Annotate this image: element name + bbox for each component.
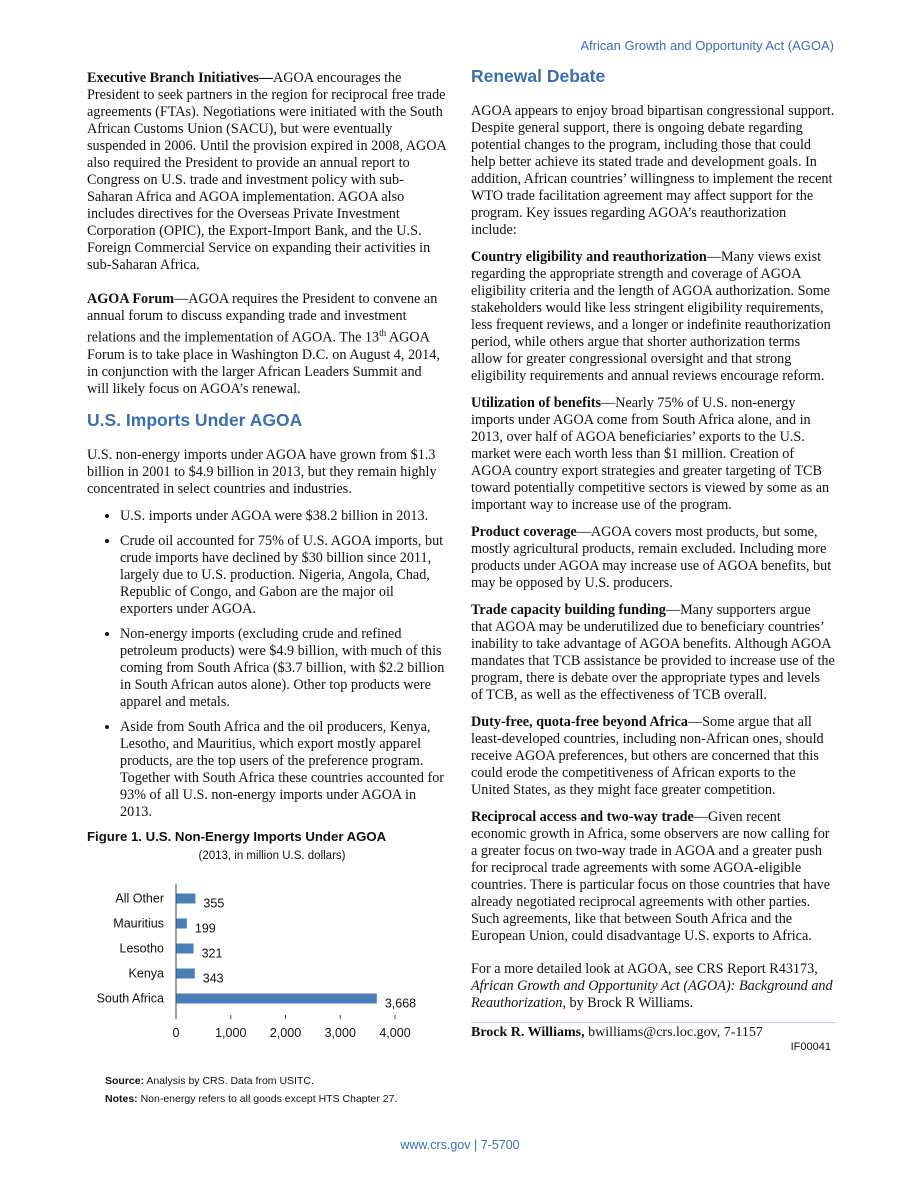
bullet-item: • Aside from South Africa and the oil producers, Kenya, Lesotho, and Mauritius, which export mostly apparel products, are the top users of the preference program. Together with South Africa these countries accounted for 93% of all U.S. non-energy imports under AGOA in 2013. [120,719,447,821]
more-post: , by Brock R Williams. [562,995,694,1011]
issue-paragraph [471,249,835,385]
bullet-item: • U.S. imports under AGOA were $38.2 billion in 2013. [120,508,447,525]
divider [471,1022,835,1023]
issue-paragraph [471,714,835,799]
right-column [471,66,835,1053]
issue-paragraph [471,602,835,704]
author-contact: bwilliams@crs.loc.gov, 7-1157 [584,1025,763,1040]
issue-paragraph [471,395,835,514]
more-info-paragraph [471,961,835,1012]
category-label: Mauritius [113,916,164,931]
issue-lead: Utilization of benefits [471,395,602,411]
imports-intro: U.S. non-energy imports under AGOA have grown from $1.3 billion in 2001 to $4.9 billion in 2013, but they remain highly concentrated in select countries and industries. [87,446,437,497]
forum-lead: AGOA Forum [87,291,175,307]
renewal-intro: AGOA appears to enjoy broad bipartisan congressional support. Despite general support, there is ongoing debate regarding potential changes to the program, including those that could help better achieve its stated trade and development goals. In addition, African countries’ willingness to implement the recent WTO trade facilitation agreement may affect support for the program. Key issues regarding AGOA’s reauthorization include: [471,103,835,238]
data-label: 343 [202,971,224,986]
issue-text: —Many supporters argue that AGOA may be underutilized due to beneficiary countries’ inability to take advantage of AGOA benefits. Although AGOA mandates that TCB assistance be provided to increase use of the program, there is debate over the appropriate types and levels of TCB, as well as the effectiveness of TCB overall. [471,602,835,703]
category-label: All Other [115,891,164,906]
report-title: African Growth and Opportunity Act (AGOA): Background and Reauthorization [471,978,833,1011]
data-label: 355 [203,896,225,911]
author-name: Brock R. Williams, [471,1025,585,1040]
forum-sup: th [379,328,387,338]
imports-bullets [87,508,447,821]
issue-lead: Duty-free, quota-free beyond Africa [471,714,688,730]
notes-line [105,1090,447,1108]
author-line [471,1025,835,1041]
x-tick-label: 3,000 [324,1025,356,1040]
issue-paragraph [471,524,835,592]
bar [176,993,377,1003]
notes-text: Non-energy refers to all goods except HTS Chapter 27. [137,1092,398,1105]
document-id: IF00041 [790,1041,831,1053]
x-tick-label: 2,000 [269,1025,302,1040]
issue-text: —Nearly 75% of U.S. non-energy imports under AGOA come from South Africa alone, and in 2013, over half of AGOA beneficiaries’ exports to the U.S. market were each worth less than $1 million. Creation of AGOA country export strategies and greater targeting of TCB toward potentially competitive sectors is viewed by some as an important way to increase use of the program. [471,395,830,513]
bar [176,943,194,953]
bar-chart [87,874,447,1064]
imports-heading: U.S. Imports Under AGOA [87,409,303,430]
data-label: 321 [201,946,223,961]
data-label: 199 [194,921,216,936]
forum-paragraph [87,291,447,398]
figure-title: Figure 1. U.S. Non-Energy Imports Under AGOA [87,828,387,844]
forum-text-2: AGOA Forum is to take place in Washington D.C. on August 4, 2014, in conjunction with the larger African Leaders Summit and will likely focus on AGOA’s renewal. [87,329,440,397]
issue-lead: Reciprocal access and two-way trade [471,809,694,825]
issue-text: —Many views exist regarding the appropriate strength and coverage of AGOA eligibility criteria and the length of AGOA authorization. Some stakeholders would like less stringent eligibility requirements, less frequent reviews, and a longer or indefinite reauthorization period, while others argue that shorter authorization terms allow for greater congressional oversight and that strong eligibility requirements and annual reviews encourage reform. [471,249,831,384]
exec-text: AGOA encourages the President to seek partners in the region for reciprocal free trade agreements (FTAs). Negotiations were initiated with the South African Customs Union (SACU), but were eventually suspended in 2006. Until the provision expired in 2008, AGOA also required the President to provide an annual report to Congress on U.S. trade and investment policy with sub-Saharan Africa and AGOA implementation. AGOA also includes directives for the Overseas Private Investment Corporation (OPIC), the Export-Import Bank, and the U.S. Foreign Commercial Service on expanding their activities in sub-Saharan Africa. [87,70,446,273]
bullet-item: • Non-energy imports (excluding crude and refined petroleum products) were $4.9 billion, with much of this coming from South Africa ($3.7 billion, with $2.2 billion in South African autos alone). Other top products were apparel and metals. [120,626,447,711]
bar [176,968,195,978]
issue-lead: Trade capacity building funding [471,602,666,618]
data-label: 3,668 [384,996,417,1011]
bullet-item: • Crude oil accounted for 75% of U.S. AGOA imports, but crude imports have declined by $30 billion since 2011, largely due to U.S. production. Nigeria, Angola, Chad, Republic of Congo, and Gabon are the major oil exporters under AGOA. [120,533,447,618]
page-footer: www.crs.gov | 7-5700 [400,1138,520,1152]
bar [176,918,187,928]
source-text: Analysis by CRS. Data from USITC. [144,1074,314,1087]
issue-text: —Some argue that all least-developed countries, including non-African ones, should receive AGOA preferences, but others are concerned that this could erode the competitiveness of African exports to the United States, as they might face greater competition. [471,714,824,798]
forum-text-1: —AGOA requires the President to convene an annual forum to discuss expanding trade and investment relations and the implementation of AGOA. The 13 [87,291,438,346]
exec-paragraph [87,70,447,274]
category-label: Lesotho [119,941,164,956]
figure-notes [105,1072,447,1108]
notes-label: Notes: [105,1092,138,1105]
running-header: African Growth and Opportunity Act (AGOA) [580,38,834,53]
exec-lead: Executive Branch Initiatives— [87,70,274,86]
x-tick-label: 1,000 [215,1025,247,1040]
figure-subtitle: (2013, in million U.S. dollars) [198,849,346,862]
x-tick-label: 0 [172,1025,180,1040]
issue-lead: Product coverage [471,524,577,540]
renewal-heading: Renewal Debate [471,66,606,86]
left-column [87,70,447,1108]
source-label: Source: [105,1074,145,1087]
more-pre: For a more detailed look at AGOA, see CRS Report R43173, [471,961,818,977]
bar [176,893,195,903]
category-label: Kenya [128,966,164,981]
issue-text: —AGOA covers most products, but some, mostly agricultural products, remain excluded. Including more products under AGOA may increase use of AGOA benefits, but may be opposed by U.S. producers. [471,524,832,591]
source-line [105,1072,447,1090]
issue-lead: Country eligibility and reauthorization [471,249,707,265]
issue-paragraph [471,809,835,945]
chart-svg [87,874,447,1064]
category-label: South Africa [96,991,164,1006]
issue-text: —Given recent economic growth in Africa, some observers are now calling for a greater focus on two-way trade in AGOA and a greater push for reciprocal trade agreements with some AGOA-eligible countries. There is particular focus on those countries that have already negotiated reciprocal agreements with other parties. Such agreements, like that between South Africa and the European Union, could disadvantage U.S. exports to Africa. [471,809,831,944]
x-tick-label: 4,000 [379,1025,411,1040]
